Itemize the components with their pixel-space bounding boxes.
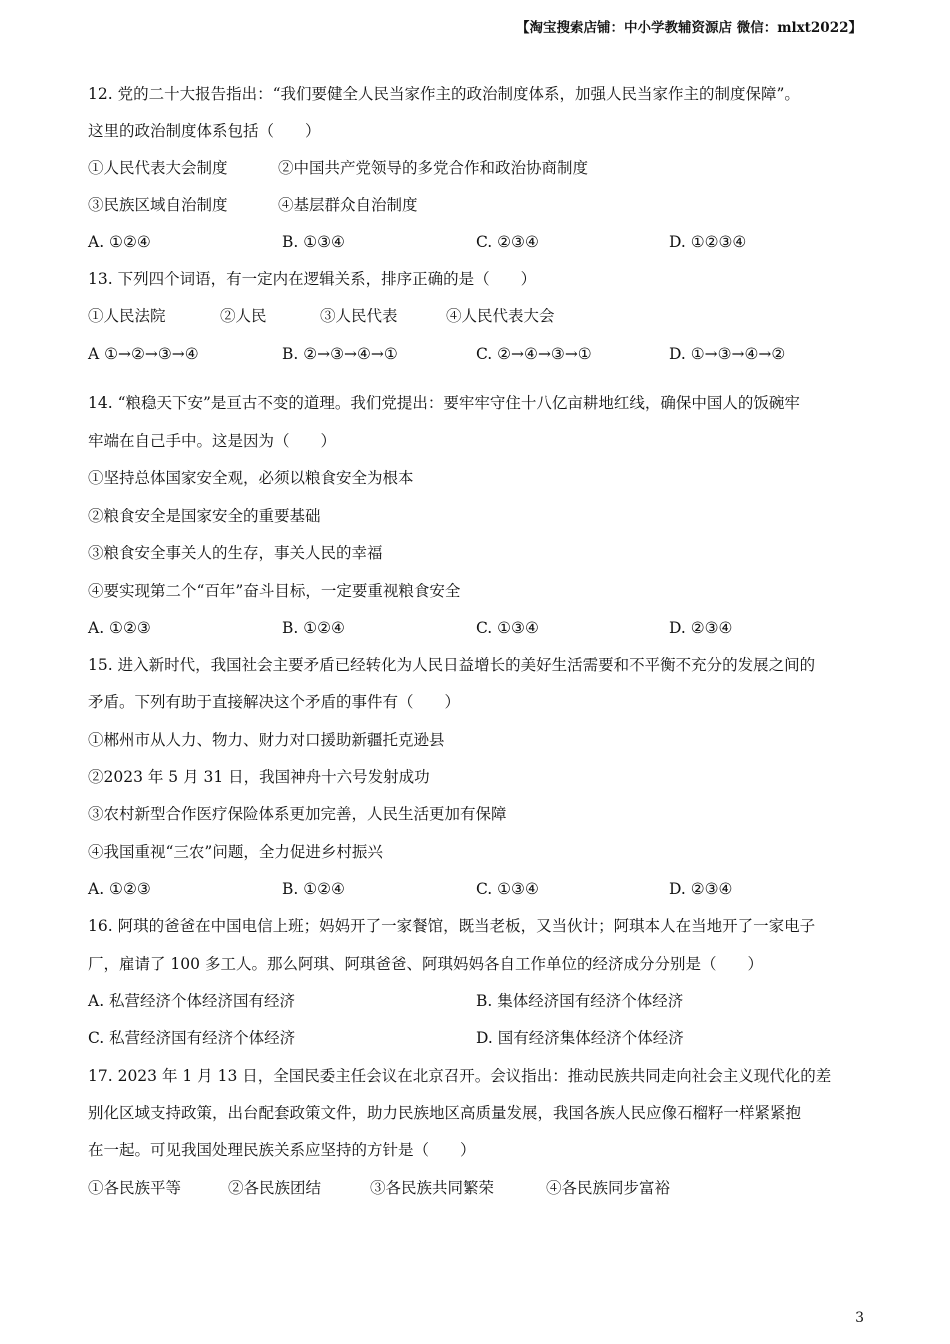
statement-item: ②粮食安全是国家安全的重要基础 bbox=[88, 507, 321, 525]
question-stem: 厂，雇请了 100 多工人。那么阿琪、阿琪爸爸、阿琪妈妈各自工作单位的经济成分分别是（ ） bbox=[88, 955, 763, 973]
statement-item: ①郴州市从人力、物力、财力对口援助新疆托克逊县 bbox=[88, 731, 445, 749]
statement-item: ①坚持总体国家安全观，必须以粮食安全为根本 bbox=[88, 469, 414, 487]
choice-b: B. ①③④ bbox=[282, 233, 345, 251]
question-stem: 16. 阿琪的爸爸在中国电信上班；妈妈开了一家餐馆，既当老板，又当伙计；阿琪本人在当地开了一家电子 bbox=[88, 917, 816, 935]
statement-item: ②中国共产党领导的多党合作和政治协商制度 bbox=[278, 159, 589, 177]
statement-item: ①各民族平等 bbox=[88, 1179, 182, 1197]
choice-a: A ①→②→③→④ bbox=[88, 345, 199, 363]
question-stem: 这里的政治制度体系包括（ ） bbox=[88, 122, 321, 140]
choice-c: C. ②→④→③→① bbox=[476, 345, 592, 363]
choice-b: B. ①②④ bbox=[282, 619, 345, 637]
choice-b: B. ②→③→④→① bbox=[282, 345, 398, 363]
choice-b: B. 集体经济国有经济个体经济 bbox=[476, 992, 684, 1010]
statement-item: ②各民族团结 bbox=[228, 1179, 322, 1197]
choice-b: B. ①②④ bbox=[282, 880, 345, 898]
question-stem: 别化区域支持政策，出台配套政策文件，助力民族地区高质量发展，我国各族人民应像石榴籽一样紧紧抱 bbox=[88, 1104, 802, 1122]
choice-c: C. ①③④ bbox=[476, 619, 539, 637]
choice-d: D. ②③④ bbox=[669, 880, 733, 898]
question-stem: 12. 党的二十大报告指出：“我们要健全人民当家作主的政治制度体系，加强人民当家作主的制度保障”。 bbox=[88, 85, 800, 103]
choice-a: A. ①②③ bbox=[88, 619, 151, 637]
statement-item: ④我国重视“三农”问题，全力促进乡村振兴 bbox=[88, 843, 383, 861]
choice-a: A. ①②④ bbox=[88, 233, 151, 251]
choice-d: D. ①→③→④→② bbox=[669, 345, 786, 363]
choice-c: C. ①③④ bbox=[476, 880, 539, 898]
statement-item: ③粮食安全事关人的生存，事关人民的幸福 bbox=[88, 544, 383, 562]
choice-c: C. 私营经济国有经济个体经济 bbox=[88, 1029, 296, 1047]
statement-item: ④要实现第二个“百年”奋斗目标，一定要重视粮食安全 bbox=[88, 582, 461, 600]
choice-d: D. ②③④ bbox=[669, 619, 733, 637]
statement-item: ③民族区域自治制度 bbox=[88, 196, 228, 214]
page-number: 3 bbox=[855, 1310, 864, 1326]
statement-item: ④基层群众自治制度 bbox=[278, 196, 418, 214]
choice-a: A. ①②③ bbox=[88, 880, 151, 898]
statement-item: ③农村新型合作医疗保险体系更加完善，人民生活更加有保障 bbox=[88, 805, 507, 823]
choice-d: D. ①②③④ bbox=[669, 233, 747, 251]
question-stem: 牢端在自己手中。这是因为（ ） bbox=[88, 432, 337, 450]
statement-item: ①人民法院 bbox=[88, 307, 166, 325]
statement-item: ②2023 年 5 月 31 日，我国神舟十六号发射成功 bbox=[88, 768, 430, 786]
choice-c: C. ②③④ bbox=[476, 233, 539, 251]
statement-item: ②人民 bbox=[220, 307, 267, 325]
statement-item: ③人民代表 bbox=[320, 307, 398, 325]
statement-item: ③各民族共同繁荣 bbox=[370, 1179, 495, 1197]
question-stem: 14. “粮稳天下安”是亘古不变的道理。我们党提出：要牢牢守住十八亿亩耕地红线，确保中国人的饭碗牢 bbox=[88, 394, 800, 412]
page-header: 【淘宝搜索店铺：中小学教辅资源店 微信：mlxt2022】 bbox=[516, 20, 862, 36]
question-stem: 17. 2023 年 1 月 13 日，全国民委主任会议在北京召开。会议指出：推动民族共同走向社会主义现代化的差 bbox=[88, 1067, 832, 1085]
question-stem: 13. 下列四个词语，有一定内在逻辑关系，排序正确的是（ ） bbox=[88, 270, 537, 288]
question-stem: 15. 进入新时代，我国社会主要矛盾已经转化为人民日益增长的美好生活需要和不平衡不充分的发展之间的 bbox=[88, 656, 816, 674]
choice-a: A. 私营经济个体经济国有经济 bbox=[88, 992, 296, 1010]
question-stem: 在一起。可见我国处理民族关系应坚持的方针是（ ） bbox=[88, 1141, 476, 1159]
statement-item: ④人民代表大会 bbox=[446, 307, 555, 325]
statement-item: ④各民族同步富裕 bbox=[546, 1179, 671, 1197]
question-stem: 矛盾。下列有助于直接解决这个矛盾的事件有（ ） bbox=[88, 693, 461, 711]
choice-d: D. 国有经济集体经济个体经济 bbox=[476, 1029, 684, 1047]
statement-item: ①人民代表大会制度 bbox=[88, 159, 228, 177]
